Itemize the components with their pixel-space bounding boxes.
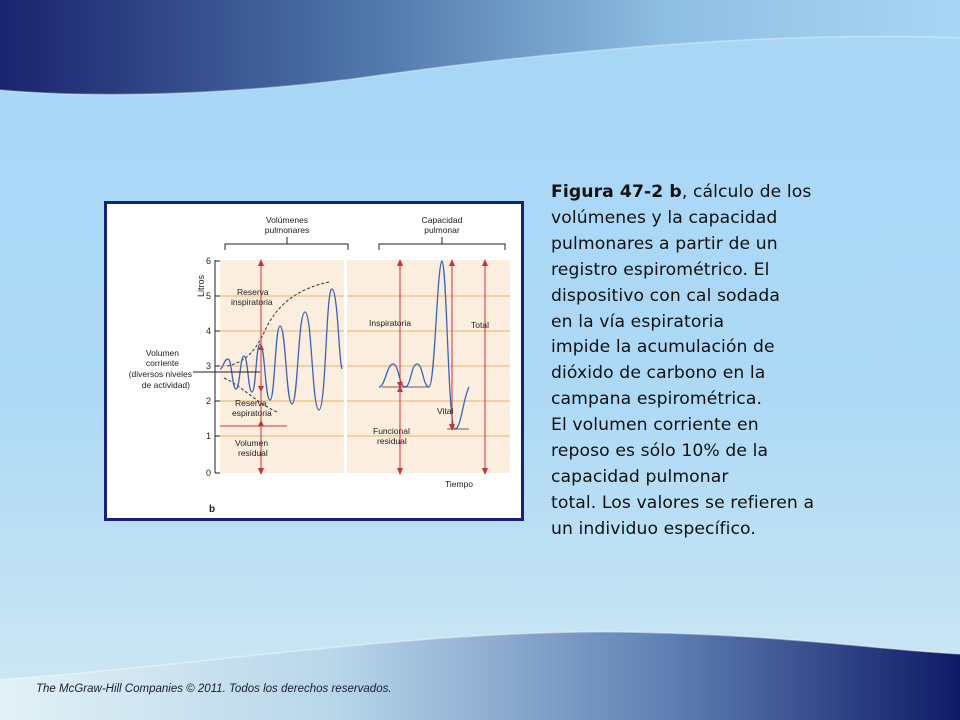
label-total: Total	[471, 320, 489, 330]
label-volumen-corriente-1: Volumen	[145, 348, 179, 358]
y-tick-1: 1	[205, 431, 211, 441]
y-tick-2: 2	[205, 396, 211, 406]
caption-line-4: registro espirométrico. El	[551, 259, 770, 280]
label-volumen-residual-2: residual	[238, 448, 268, 458]
capacity-title-line2: pulmonar	[424, 225, 460, 235]
label-reserva-espiratoria-1: Reserva	[235, 398, 267, 408]
spirometry-diagram	[107, 204, 521, 518]
caption-line-9: campana espirométrica.	[551, 389, 763, 410]
label-reserva-espiratoria-2: espiratoria	[232, 408, 272, 418]
label-volumen-corriente-3: (diversos niveles	[128, 369, 192, 379]
x-axis-label: Tiempo	[445, 479, 474, 489]
caption-line-1	[551, 180, 951, 206]
y-axis-label: Litros	[196, 274, 206, 297]
caption-line-10: El volumen corriente en	[551, 415, 759, 436]
y-tick-4: 4	[205, 326, 211, 336]
label-funcional-residual-2: residual	[377, 436, 407, 446]
panel-letter: b	[209, 504, 216, 515]
y-tick-0: 0	[205, 468, 211, 478]
label-reserva-inspiratoria-2: inspiratoria	[231, 297, 273, 307]
label-volumen-residual-1: Volumen	[235, 438, 269, 448]
label-funcional-residual-1: Funcional	[373, 426, 410, 436]
top-decorative-band	[0, 0, 960, 110]
caption-line-1-text: , cálculo de los	[681, 182, 812, 202]
label-vital: Vital	[437, 406, 454, 416]
caption-figure-number: Figura 47-2 b	[551, 182, 682, 202]
caption-line-7: impide la acumulación de	[551, 337, 775, 358]
y-tick-3: 3	[205, 361, 211, 371]
label-volumen-corriente-4: de actividad)	[141, 380, 190, 390]
caption-line-12: capacidad pulmonar	[551, 466, 729, 487]
caption-line-13: total. Los valores se refieren a	[551, 492, 815, 513]
volumes-title-line2: pulmonares	[264, 225, 310, 235]
caption-line-3: pulmonares a partir de un	[551, 233, 778, 254]
spirometry-figure	[104, 201, 524, 521]
caption-line-14: un individuo específico.	[551, 518, 756, 539]
y-tick-labels	[206, 256, 211, 478]
volumes-bracket	[225, 237, 348, 250]
y-tick-6: 6	[205, 256, 211, 266]
caption-line-11: reposo es sólo 10% de la	[551, 441, 769, 462]
label-reserva-inspiratoria-1: Reserva	[237, 287, 269, 297]
caption-line-5: dispositivo con cal sodada	[551, 285, 780, 306]
capacity-title-line1: Capacidad	[421, 215, 463, 225]
figure-caption	[551, 180, 951, 543]
y-tick-5: 5	[205, 291, 211, 301]
caption-line-6: en la vía espiratoria	[551, 311, 725, 332]
label-inspiratoria: Inspiratoria	[369, 318, 412, 328]
volumes-title-line1: Volúmenes	[265, 215, 309, 225]
copyright-footer: The McGraw-Hill Companies © 2011. Todos los derechos reservados.	[36, 683, 392, 695]
bottom-decorative-band	[0, 610, 960, 720]
label-volumen-corriente-2: corriente	[145, 358, 179, 368]
y-axis-ticks	[215, 261, 220, 473]
capacity-bracket	[379, 237, 505, 250]
caption-line-2: volúmenes y la capacidad	[551, 207, 778, 228]
caption-line-8: dióxido de carbono en la	[551, 363, 766, 384]
